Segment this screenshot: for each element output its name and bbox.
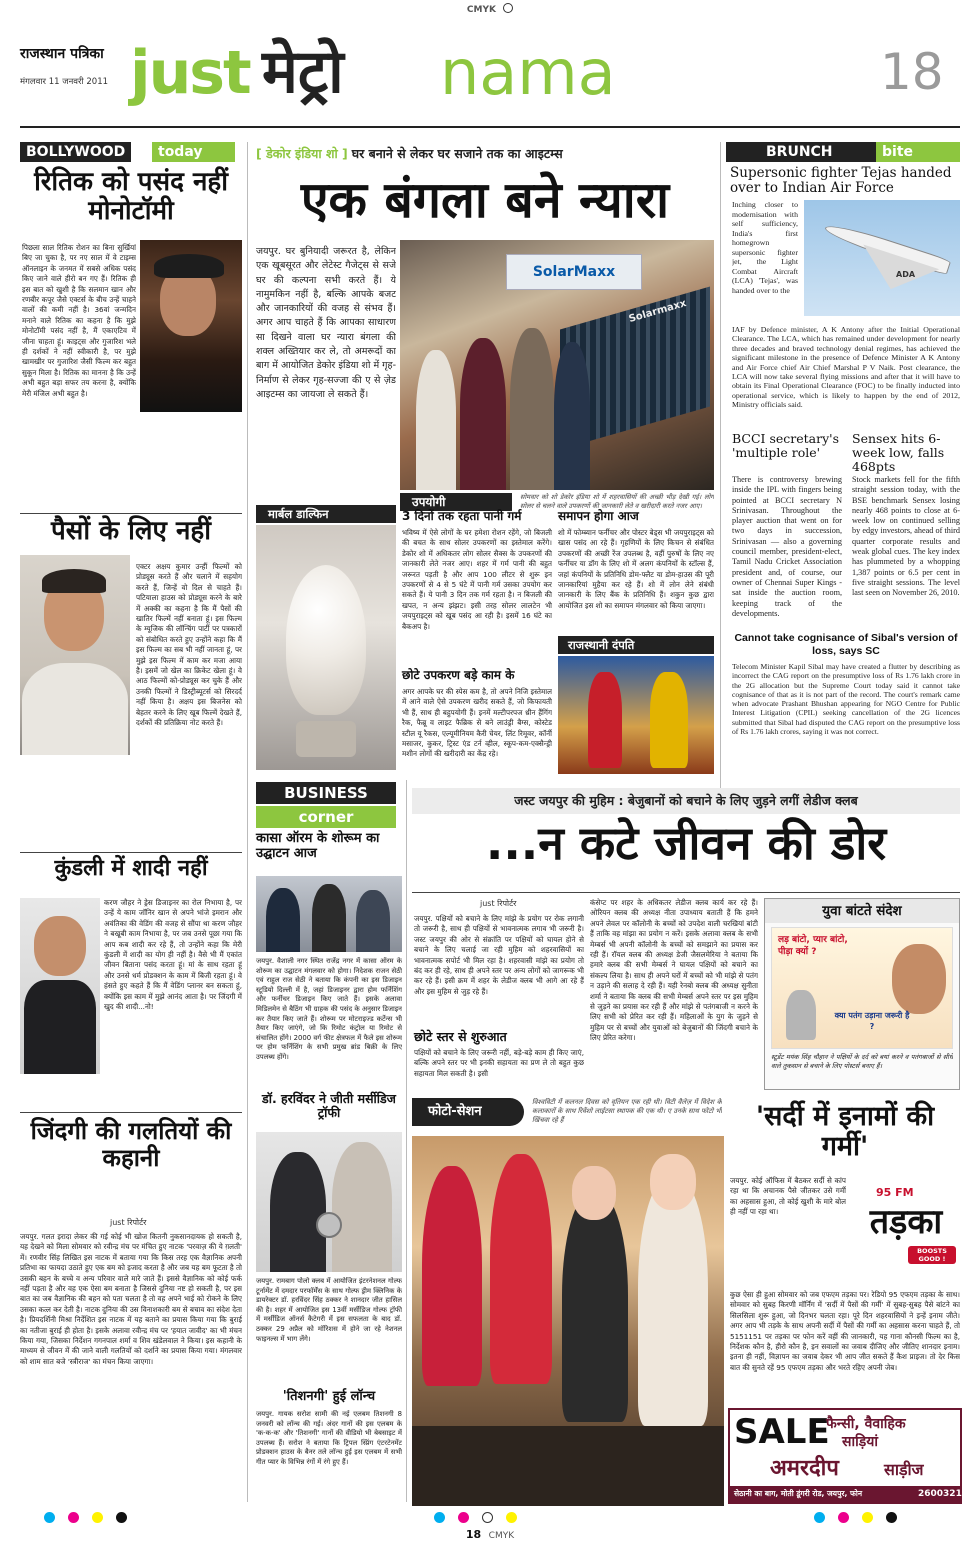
paper-name: राजस्थान पत्रिका bbox=[20, 46, 104, 62]
yellow-dot bbox=[506, 1512, 517, 1523]
photo-session-caption: विश्वविटी में कलनल दिवस को वृतियन एक रही थी। विटी वैलेज़ में विदेश के कलाकारों के साथ रिवेंशो लाईटसा स्थापक की एक थी। ए उनके साथ फोटो भी खिंचवा रहे हैं bbox=[532, 1098, 722, 1124]
bottom-folio bbox=[410, 1528, 570, 1544]
sensex-body: Stock markets fell for the fifth straight session today, with the BSE benchmark Sensex losing nearly 468 points to close at 6-week low on continued selling by edgy investors, ahead of third quarter corporate results and weak global cues. The key index has plummeted by a whopping 1,387 points or 6.5 per cent in five straight sessions. The level last seen on November 26, 2010. bbox=[852, 475, 960, 598]
decor-kicker-text: घर बनाने से लेकर घर सजाने तक का आइटम्स bbox=[351, 146, 563, 161]
tejas-body-b: IAF by Defence minister, A K Antony after the Initial Operational Clearance. The LCA, which has remained under development for nearly three decades and braved technology denial regimes, has achieved the significant milestone in the presence of Defence Minister A K Antony and Air Force chief Air Chief Marshal P V Naik. Post clearance, the LCA will now take several flying missions and after that it will have to obtain its Final Operational Clearance (FOC) to be finally inducted into operational service, which is likely to happen by the end of 2012, Ministry officials said. bbox=[732, 325, 960, 410]
black-dot bbox=[116, 1512, 127, 1523]
masthead-rule bbox=[20, 126, 960, 128]
sale-word: SALE bbox=[734, 1412, 830, 1452]
yuva-face bbox=[892, 944, 946, 1014]
page-number: 18 bbox=[880, 43, 944, 101]
dolphin-base bbox=[296, 721, 356, 757]
trophy-icon bbox=[316, 1212, 342, 1238]
akshay-photo bbox=[20, 555, 130, 755]
business-tag-corner: corner bbox=[256, 806, 396, 828]
bcci-body: There is controversy brewing inside the IPL with fingers being pointed at BCCI secretary N Srinivasan. Throughout the player auction that went on for two days in succession, Srinivasan — also a governing council member, president-elect, Tamil Nadu Cricket Association president and, of course, our owner of Chennai Super Kings - sat inside the auction room, keeping track of the developments. bbox=[732, 475, 842, 618]
sale-ad[interactable] bbox=[728, 1408, 962, 1504]
dampati-tag: राजस्थानी दंपति bbox=[558, 636, 714, 654]
masthead-metro: मेट्रो bbox=[262, 37, 344, 107]
sensex-headline: Sensex hits 6-week low, falls 468pts bbox=[852, 431, 945, 474]
harvinder-photo bbox=[256, 1132, 402, 1272]
zindagi-headline: जिंदगी की गलतियों की कहानी bbox=[30, 1117, 232, 1172]
brand-banner bbox=[730, 1454, 960, 1484]
c1-body2: अगर आपके घर की स्पेस कम है, तो अपने निजि इस्तेमाल में आने वाले ऐसे उपकरण खरीद सकते हैं, जो किफायती भी हैं, साथ ही बहुपयोगी हैं। इनमें मल्टीपरपज थ्रीन हैंगिंग रैक, फैब्रू व लाइट फैब्रिक से बने लाउंड्री बैग्स, कोस्टेड स्टील यू रैकस, एल्यूमीनियम कैरी चेयर, लिंट रिमूवर, कॉर्नी मसाजर, कुकर, ट्रिस्ट एंड टर्न व्हील, स्कूप-कम-एक्सैन्ड्री मशीन लोगों की खरीदारी का केंद्र रहे। bbox=[402, 687, 552, 759]
brand-name: अमरदीप bbox=[770, 1456, 839, 1481]
sale-line2: साड़ियां bbox=[842, 1434, 878, 1450]
bollywood-tag-label: BOLLYWOOD bbox=[20, 142, 131, 162]
decor-photo-caption: सोमवार को शो डेकोर इंडिया शो में शहरवासियों की अच्छी भीड़ देखी गई। लोग सोलर से चलने वाले उपकरणों की जानकारी लेते व खरीदारी करते नजर आए। bbox=[520, 493, 714, 510]
sibal-headline: Cannot take cognisance of Sibal's version of loss, says SC bbox=[734, 632, 958, 657]
tishnagi-headline: 'तिशनगी' हुई लॉन्च bbox=[282, 1389, 376, 1404]
top-registration-mark bbox=[420, 3, 560, 17]
ritik-photo bbox=[140, 240, 242, 412]
sibal-body: Telecom Minister Kapil Sibal may have created a flutter by describing as incorrect the CAG report on the presumptive loss of Rs 1.76 lakh crore in the 2G allocation but the Supreme Court today said it cannot take cognisance of that as it is not part of the record. The court's remark came when advocate Prashant Bhushan appearing for NGO Centre for Public Interest Litigation (CPIL) seeking cancellation of the 2G licences submitted that Sibal had disputed the CAG report on the presumptive loss of Rs 1.76 lakh crores, saying it was not correct. bbox=[732, 662, 960, 737]
yellow-dot bbox=[862, 1512, 873, 1523]
bollywood-tag-today: today bbox=[152, 142, 235, 162]
solar-banner bbox=[506, 254, 642, 290]
ritik-headline: रितिक को पसंद नहीं मोनोटॉमी bbox=[34, 167, 228, 227]
visitor-1 bbox=[562, 1192, 628, 1422]
akshay-shirt bbox=[22, 663, 128, 755]
floor bbox=[412, 1426, 724, 1506]
black-dot bbox=[886, 1512, 897, 1523]
paison-headline: पैसों के लिए नहीं bbox=[51, 516, 211, 546]
jaipur-body3: कंसेप्ट पर शहर के अधिकतर लेडीज क्लब कार्य कर रहे हैं। ओरियन क्लब की अध्यक्ष नीता उपाध्याय बताती हैं कि हमने अपने लेवल पर कॉलोनी के बच्चों को उपदेश वाली चरखियां बांटी हैं ताकि वह मांझा का प्रयोग न करें। इसके अलावा क्लब के सभी मेम्बर्स भी अपनी कॉलोनी के बच्चों को समझाने का प्रयास कर रही हैं। रॉयल क्लब की अध्यक्ष डेजी जैसलमेरिया ने बताया कि हमारे क्लब की सभी मेम्बर्स ने घायल पक्षियों को बचाने का संकल्प लिया है। साथ ही अपने घरों में बच्चों को भी मांझे से पतंग न उड़ाने की सलाह दे रही हैं। यही रेनबो क्लब की अध्यक्ष सुनीता शर्मा ने बताया कि क्लब की सभी मेम्बर्स अपने स्तर पर इस मुहिम से जुड़ने का प्रयास कर रही हैं और मांझे से पतंगबाजी न करने के लिए सभी को प्रेरित कर रही हैं। महिलाओं के युग के जुड़ने से मुहिम पर से बच्चों और युवाओं को बेजुबानों की जिंदगी बचाने के लिए प्रेरित करेगा। bbox=[590, 898, 758, 1043]
tejas-photo bbox=[804, 200, 960, 316]
face-1 bbox=[572, 1166, 616, 1220]
jaipur-byline: just रिपोर्टर bbox=[480, 899, 517, 908]
tejas-body-a: Inching closer to modernisation with self sufficiency, India's first homegrown supersonic fighter jet, the Light Combat Aircraft (LCA) 'Tejas', was handed over to the bbox=[732, 200, 798, 295]
marble-dolphin-tag: मार्बल डाल्फिन bbox=[256, 505, 396, 523]
visitor-2 bbox=[638, 1176, 708, 1426]
person-right bbox=[332, 1142, 392, 1272]
jaipur-rule bbox=[412, 892, 960, 893]
solar-banner-text: SolarMaxx bbox=[532, 264, 616, 280]
upyogi-tag: उपयोगी bbox=[400, 493, 512, 511]
harvinder-headline: डॉ. हरविंदर ने जीती मर्सीडिज ट्रॉफी bbox=[262, 1091, 396, 1120]
decor-intro: जयपुर. घर बुनियादी जरूरत है, लेकिन एक खूबसूरत और लेटेस्ट गैजेट्स से सजे घर की कल्पना सभी करते हैं। ये नामुमकिन नहीं है, बल्कि आपके बजट और जानकारियों की वजह से संभव हैं। अगर आप चाहते हैं कि आपका साधारण सा दिखने वाला घर न्यारा बंगला की शक्ल अख्तियार कर ले, तो अमरूदों का बाग में आयोजित डेकोर इंडिया शो में गृह-निर्माण से लेकर गृह-सज्जा की ए से ज़ेड आइटम्स का जायजा ले सकते हैं। bbox=[256, 246, 396, 400]
rajasthani-couple-photo bbox=[558, 656, 714, 774]
jaipur-body2: पक्षियों को बचाने के लिए जरूरी नहीं, बड़े-बड़े काम ही किए जाएं, बल्कि अपने स्तर पर भी इनकी सहायता का प्रण ले तो बहुत कुछ सहायता मिल सकती है। इसी bbox=[414, 1048, 584, 1078]
tejas-headline: Supersonic fighter Tejas handed over to Indian Air Force bbox=[730, 165, 952, 196]
kundali-headline: कुंडली में शादी नहीं bbox=[54, 856, 208, 881]
figure-female bbox=[650, 672, 688, 768]
yuva-poster bbox=[771, 927, 953, 1049]
masthead-nama: nama bbox=[440, 36, 616, 109]
brunch-tag-label: BRUNCH bbox=[726, 142, 876, 162]
dolphin-sculpture bbox=[286, 565, 366, 715]
jaipur-subhead: छोटे स्तर से शुरुआत bbox=[414, 1029, 507, 1044]
casa-body: जयपुर. वैशाली नगर स्थित राजेंद्र नगर में कासा ऑरम के शोरूम का उद्घाटन मंगलवार को होगा। निदेशक राजन सेठी एवं राहुल राज सेठी ने बताया कि कंपनी का इस डिजाइन स्टूडियो दिल्ली में है, जहां डिजाइनर द्वारा होम फर्निशिंग और फर्नीचर डिजाइन किए जाते हैं। इसके अलावा मिडिलमेन से बैठिंग भी ग्राहक की पसंद के अनुसार डिजाइन कर तैयार किए जाते हैं। शोरूम पर मोटराइज्ड कर्टेन्स भी तैयार किए जाएंगे, जो कि रिमोट कंट्रोल या रिमोट से संचालित होंगे। 2000 वर्ग फीट क्षेत्रफल में फैले इस शोरूम पर होम फर्निशिंग के सभी प्रमुख ब्रांड बिक्री के लिए उपलब्ध होंगे। bbox=[256, 957, 402, 1061]
visitors-group bbox=[410, 320, 590, 490]
fm-top-label: 95 FM bbox=[876, 1186, 914, 1199]
harvinder-body: जयपुर. रामबाग पोलो क्लब में आयोजित इंटरनेशनल गोल्फ टूर्नामेंट में दमदार परफॉर्मेंस के साथ गोल्फ ड्रीम क्लिनिक के डायरेक्टर डॉ. हरविंदर सिंह ठक्कर ने शानदार जीत हासिल की है। शहर में आयोजित इस 13वीं मर्सीडिज गोल्फ ट्रॉफी में मर्सीडिज ऑनर्स कैटेगरी में इस सफलता के बाद डॉ. ठक्कर 29 अप्रैल को मॉरिशस में होने जा रहे नेशनल फाइनल्स में भाग लेंगे। bbox=[256, 1277, 402, 1343]
sardi-body2: कुछ ऐसा ही हुआ सोमवार को जब एफएम तड़का पर। रेडियो 95 एफएम तड़का के साथ। सोमवार को सुबह किरणी मॉर्निंग में 'सर्दी में पैसों की गर्मी' में सुबह-सुबह पैसे बांटने का सिलसिला शुरू हुआ, जो दिनभर चलता रहा। पूरे दिन शहरवासियों ने इन्हें इनाम जीते। अगर आप भी तड़के के साथ अपनी सर्दी में पैसों की गर्मी का अहसास करना चाहते हैं, तो 5151151 पर तड़का पर फोन करें वहीं की जानकारी, यह गाना कौनसी फिल्म का है, निर्देशक कौन है, हीरो कौन है, इन सवालों का जवाब दीजिए और जीतिए शानदार इनाम। इतना ही नहीं, विज्ञापन का जवाब देकर भी आप जीत सकते हैं कैश प्राइज। तो देर किस बात की सुनते रहें 95 एफएम तड़का और भरते रहिए अपनी जेब। bbox=[730, 1290, 960, 1372]
magenta-dot bbox=[838, 1512, 849, 1523]
fm-tadka-logo bbox=[852, 1182, 960, 1280]
c2-body: शो में फोम्ब्यान फर्नीचर और पोस्टर बेड्स भी जयपुराइट्स को खास पसंद आ रहे हैं। गृहणियों के लिए किचन से संबंधित उपकरणों की अच्छी रेंज उपलब्ध है, वहीं पुरुषों के लिए नए फर्नीचर या डॉग के लिए शो में अलग कंपनियों के स्टॉल्स हैं, जहां कंपनियों के प्रतिनिधि डोम-फ्लैट या डोम-हाउस की पूरी जानकारियां मुहैया कर रहे हैं। शो में लोन लेने संबंधी जानकारी के लिए बैंक के प्रतिनिधि हैं। शकुन कुछ द्वारा आयोजित इस शो का समापन मंगलवार को किया जाएगा। bbox=[558, 528, 714, 610]
dancer-1 bbox=[422, 1166, 482, 1386]
jet-marking: ADA bbox=[896, 270, 916, 279]
cyan-dot bbox=[814, 1512, 825, 1523]
business-tag bbox=[256, 782, 396, 828]
yuva-balloon-2: क्या पतंग उड़ाना जरूरी है ? bbox=[834, 1011, 910, 1031]
divider-3 bbox=[20, 1112, 242, 1113]
bottom-color-dots-right bbox=[810, 1508, 950, 1522]
fm-main-label: तड़का bbox=[869, 1202, 943, 1242]
bottom-color-dots-left bbox=[40, 1508, 180, 1522]
photo-session-tag bbox=[412, 1098, 524, 1126]
zindagi-byline: just रिपोर्टर bbox=[110, 1218, 147, 1227]
tishnagi-body: जयपुर. गायक सरोश सामी की नई एलबम तिशनगी 8 जनवरी को लॉन्च की गई। अंदर गानों की इस एलबम के 'क-क-क' और 'तिशनगी' गानों की वीडियो भी बेबसाइट में उपलब्ध हैं। सरोश ने बताया कि ट्रिपल स्प्रिंग एंटरटेनमेंट प्रोडक्शन हाउस के बैनर तले लॉन्च हुई इस एलबम में सभी गीत प्यार के विभिन्न रंगों में रंगे हुए हैं। bbox=[256, 1410, 402, 1466]
decor-main-photo bbox=[400, 240, 714, 490]
divider-1 bbox=[20, 513, 242, 514]
photo-session-image bbox=[412, 1136, 724, 1506]
sale-line1: फैन्सी, वैवाहिक bbox=[826, 1416, 906, 1432]
yuva-caption: स्टूडेंट मयंक सिंह चौहान ने पक्षियों के दर्द को बयां करने व पतंगबाजों से सीधे वाले तुकसान से बचाने के लिए पोस्टर्स बनाए हैं। bbox=[771, 1053, 953, 1070]
kundali-body: करण जौहर ने ड्रेस डिजाइनर का रोल निभाया है, पर उन्हें ये काम जॉनिर खान से अपने भांजे इमरान और अवंतिका की वेडिंग की वजह से सौंपा था करण जौहर ने बखूबी काम निभाया है, पर जब उनसे पूछा गया कि आप कब शादी कर रहे हैं, तो उन्होंने कहा कि मेरी कुंडली में शादी का योग ही नहीं है। वैसे भी मैं एकांत जीवन बिताना पसंद करता हूं। मां के साथ रहता हूं और उनसे धर्म प्रोडक्शन के काम में बिजी रहता हूं। वे हंसते हुए कहते हैं कि मैं वेडिंग प्लानर बन सकता हूं, क्योंकि इस काम में मुझे आनंद आता है। पर जिंदगी में खुद की शादी...नो! bbox=[104, 898, 242, 1012]
col-divider-3 bbox=[406, 780, 407, 1502]
akshay-hair bbox=[42, 569, 106, 593]
jaipur-body1: जयपुर. पक्षियों को बचाने के लिए मांझे के प्रयोग पर रोक लगानी तो जरूरी है, साथ ही पक्षियों से भावनात्मक लगाव भी जरूरी है। जस्ट जयपुर की ओर से संक्रांति पर पक्षियों को घायल होने से बचाने के लिए चलाई जा रही मुहिम को शहरवासियों का भावनात्मक सपोर्ट भी मिल रहा है। शहरवासी मांझे का प्रयोग तो बंद कर ही रहे, साथ ही अपने स्तर पर अन्य लोगों को जागरूक भी कर रहे हैं। इसी क्रम में शहर के लेडीज क्लब भी आगे आ रहे हैं और इस मुहिम से जुड़ रहे हैं। bbox=[414, 914, 584, 996]
figure-male bbox=[588, 672, 622, 768]
yuva-box bbox=[764, 898, 960, 1090]
ad-address-bar bbox=[730, 1486, 960, 1502]
business-tag-label: BUSINESS bbox=[256, 782, 396, 804]
yuva-headline: युवा बांटते संदेश bbox=[765, 899, 959, 923]
karan-suit bbox=[24, 980, 96, 1074]
cyan-dot bbox=[434, 1512, 445, 1523]
paison-body: एक्टर अक्षय कुमार उन्हीं फिल्मों को प्रोड्यूस करते हैं और चलाने में सहयोग करते हैं, जिन्हें वो दिल से चाहते हैं। पटियाला हाउस को प्रोड्यूस करने के बारे में अक्की का कहना है कि मैं पैसों की खातिर फिल्में नहीं बनाता हूं। इस फिल्म के म्यूजिक की लॉन्चिंग पार्टी पर पत्रकारों को संबोधित करते हुए उन्होंने कहा कि मैं इस फिल्म का सब भी नहीं जानता हूं, पर मुझे इस फिल्म में काम कर मजा आया है। इसमें जो खेल का क्रिकेट खेला हूं। वे आठ फिल्मों को-प्रोड्यूस कर चुके हैं और उनकी फिल्मों ने डिस्ट्रीब्यूटर्स को सिरदर्द नहीं किया है। अक्षय इस बिजनेस को बेहतर करने के लिए खूब फिल्में देखते हैं, दर्शकों की प्रतिक्रिया नोट करते हैं। bbox=[136, 562, 242, 728]
bollywood-tag bbox=[20, 142, 235, 162]
c1-subhead: छोटे उपकरण बड़े काम के bbox=[402, 668, 515, 682]
decor-headline: एक बंगला बने न्यारा bbox=[300, 171, 670, 229]
sardi-body1: जयपुर. कोई ऑफिस में बैठकर सर्दी से कांप रहा था कि अचानक पैसे जीतकर उसे गर्मी का अहसास हुआ, तो कोई खुशी के मारे बोल ही नहीं पा रहा था। bbox=[730, 1176, 846, 1217]
cmyk-label: CMYK bbox=[466, 5, 496, 15]
jaipur-headline: ...न कटे जीवन की डोर bbox=[485, 816, 887, 870]
c2-headline: समापन होगा आज bbox=[558, 509, 639, 523]
col-divider-2 bbox=[720, 142, 721, 792]
dancer-2 bbox=[490, 1154, 552, 1384]
magenta-dot bbox=[68, 1512, 79, 1523]
ritik-body: पिछला साल रितिक रोशन का बिना सुर्खियां बिए जा चुका है, पर नए साल में वे टाइम्स ऑनलाइन के जनमत में सबसे अधिक पसंद किए जाने वाले हीरो बन गए हैं। रितिक ही इस बात को खुशी है कि सलमान खान और रणबीर कपूर जैसे एक्टर्स के बीच उन्हें चाहने वालों की कमी नहीं है। 36वां जन्मदिन मनाने वाले रितिक का कहना है कि मुझे मोनोटॉमी पसंद नहीं है, मैं एकाएटिव में जीना चाहता हूं। काइट्स और गुजारिश भले ही दर्शकों ने नहीं स्वीकारी है, पर मुझे खामखीर पर गुजारिश जैसी फिल्म कर बहुत सुकून मिला है। रितिक का मानना है कि उन्हें अभी बहुत बड़ा सफर तय करना है, क्योंकि मेरी मंजिल अभी बहुत है। bbox=[22, 243, 136, 398]
sardi-headline: 'सर्दी में इनामों की गर्मी' bbox=[755, 1101, 935, 1163]
magenta-dot bbox=[458, 1512, 469, 1523]
crosshair-icon bbox=[503, 3, 513, 13]
issue-date: मंगलवार 11 जनवरी 2011 bbox=[20, 77, 109, 87]
masthead bbox=[0, 30, 980, 140]
yuva-balloon-1: लड़ बांटो, प्यार बांटो, पीड़ा क्यों ? bbox=[778, 935, 848, 957]
c1-headline: 3 दिनों तक रहता पानी गर्म bbox=[402, 509, 522, 523]
bcci-headline: BCCI secretary's 'multiple role' bbox=[732, 431, 840, 460]
ritik-hat bbox=[154, 254, 224, 278]
divider-2 bbox=[20, 852, 242, 853]
karan-face bbox=[34, 916, 86, 976]
casa-photo bbox=[256, 876, 402, 952]
zindagi-body: जयपुर. गलत इरादा लेकर की गई कोई भी खोज कितनी नुकसानदायक हो सकती है, यह देखने को मिला सोमवार को रवीन्द्र मंच पर मंचित हुए नाटक 'परवाज़ की ये ग़लती' में। रणवीर सिंह लिखित इस नाटक में बताया गया कि किस तरह एक वैज्ञानिक अपनी प्रतिभा का फायदा उठाते हुए एक बम को इजाद करता है और जब यह बम फूटता है तो उसकी बहन के बच्चे व अन्य परिवार वाले मारे जाते हैं। इससे वैज्ञानिक को कोई फर्क नहीं पड़ता है और वह एक ऐसा बम बनाता है जिससे दुनिया नष्ट हो सकती है, पर इस बात का जब वैज्ञानिक की बहन को पता चलता है तो वह अपने भाई को रोकने के लिए उसका कत्ल कर देती है। नाटक दुनिया की उस विनाशकारी बम से बचाव का संदेश देता है। प्रियदर्शिनी मिश्रा निर्देशित इस नाटक में यह बताने का प्रयास किया गया कि बुराई का नतीजा बुराई ही होता है। इसके अलावा रवीन्द्र मंच पर 'हयात जावीद' का भी मंचन किया गया, जिसका निर्देशन गगनपाल शर्मा व शिव खंडेलवाल ने किया। इस कहानी के माध्यम से जीवन में की जाने वाली गलतियों को दर्शाने का प्रयास किया गया। मंगलवार को शाम सात बजे 'स्त्रीराज' का मंचन किया जाएगा। bbox=[20, 1232, 242, 1366]
bottom-color-dots-center bbox=[430, 1508, 570, 1522]
solar-panel-label: Solarmaxx bbox=[627, 298, 688, 325]
photo-session-label: फोटो-सेशन bbox=[428, 1104, 482, 1119]
marble-dolphin-photo bbox=[256, 525, 396, 770]
c1-body: भविष्य में ऐसे लोगों के घर हमेशा रोशन रहेंगे, जो बिजली की बचत के साथ सोलर उपकरणों का इस्तेमाल करेंगे। डेकोर शो में अधिकतर लोग सोलर सैक्स के उपकरणों की जानकारी लेते नजर आए। शहर में गर्म पानी की बहुत जरूरत पड़ती है और आप 100 लीटर से शुरू इन उपकरणों से 4 से 5 घंटे में पानी गर्म उसका उपयोग कर सकते हैं। ये पानी 3 दिन तक गर्म रहता है। न बिजली की खपत, न अन्य झंझट। इसी तरह सोलर लालटेन भी जयपुराइट्स को खूब पसंद आ रही है। इसमें 16 घंटे का बैकअप है। bbox=[402, 528, 552, 631]
karan-photo bbox=[20, 898, 100, 1074]
jaipur-kicker: जस्ट जयपुर की मुहिम : बेजुबानों को बचाने के लिए जुड़ने लगीं लेडीज क्लब bbox=[412, 788, 960, 814]
face-2 bbox=[650, 1154, 696, 1210]
yuva-bird-icon bbox=[786, 990, 816, 1040]
casa-headline: कासा ऑरम के शोरूम का उद्घाटन आज bbox=[256, 831, 380, 861]
person-left bbox=[270, 1152, 326, 1272]
brunch-tag bbox=[726, 142, 960, 162]
fm-tagline: BOOSTS GOOD ! bbox=[908, 1246, 956, 1264]
cyan-dot bbox=[44, 1512, 55, 1523]
yellow-dot bbox=[92, 1512, 103, 1523]
masthead-just: just bbox=[130, 38, 250, 108]
col-divider-1 bbox=[247, 142, 248, 1502]
ad-address: सेठानी का बाग, मोती डूंगरी रोड, जयपुर, फोन bbox=[734, 1489, 863, 1498]
brunch-tag-bite: bite bbox=[876, 142, 960, 162]
crosshair-icon bbox=[482, 1512, 493, 1523]
decor-kicker-row bbox=[256, 145, 714, 165]
ad-phone: 2600321 bbox=[918, 1489, 962, 1499]
bottom-page-number: 18 bbox=[465, 1528, 482, 1541]
brand-sarees: साड़ीज bbox=[884, 1460, 924, 1479]
bottom-cmyk: CMYK bbox=[488, 1531, 515, 1541]
decor-kicker-tag: [ डेकोर इंडिया शो ] bbox=[256, 146, 348, 161]
